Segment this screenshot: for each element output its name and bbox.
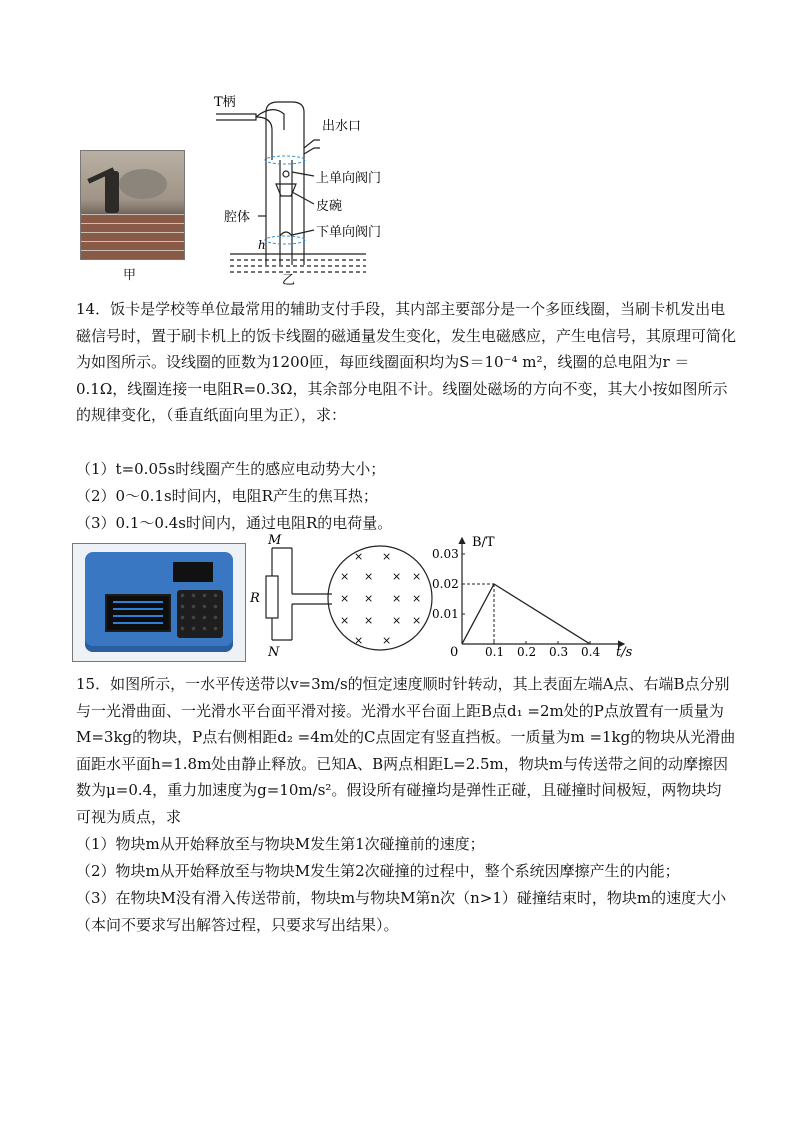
leather-cup <box>276 184 296 196</box>
field-cross-mark: × <box>340 592 350 605</box>
field-cross-mark: × <box>382 634 392 647</box>
field-cross-mark: × <box>340 570 350 583</box>
field-cross-mark: × <box>392 614 402 627</box>
hand-pump-photo <box>80 150 185 260</box>
field-cross-mark: × <box>392 570 402 583</box>
field-cross-mark: × <box>340 614 350 627</box>
rock-shape <box>119 169 167 199</box>
top-display-shape <box>173 562 213 582</box>
x-tick-label: 0.1 <box>485 645 505 659</box>
label-handle: T柄 <box>214 95 236 110</box>
q14-sub-1: （1）t=0.05s时线圈产生的感应电动势大小； <box>76 460 386 478</box>
q14-sub-3: （3）0.1～0.4s时间内，通过电阻R的电荷量。 <box>76 514 393 532</box>
label-lower-valve: 下单向阀门 <box>316 225 382 240</box>
card-reader-shape <box>85 552 233 652</box>
field-cross-mark: × <box>412 592 422 605</box>
field-cross-mark: × <box>392 592 402 605</box>
caption-jia: 甲 <box>123 268 137 283</box>
y-axis-label: B/T <box>472 535 495 550</box>
q14-stem: 14．饭卡是学校等单位最常用的辅助支付手段，其内部主要部分是一个多匝线圈，当刷卡机发出电磁信号时，置于刷卡机上的饭卡线圈的磁通量发生变化，发生电磁感应，产生电信号，其原理可简化为如图所示。设线圈的匝数为1200匝，每匝线圈面积均为S＝10⁻⁴ m²，线圈的总电阻为r ＝0.1Ω，线圈连接一电阻R=0.3Ω，其余部分电阻不计。线圈处磁场的方向不变，其大小按如图所示的规律变化，（垂直纸面向里为正），求： <box>76 300 737 424</box>
label-r: R <box>250 591 260 606</box>
pump-body-shape <box>105 171 119 213</box>
label-h: h <box>258 238 266 252</box>
label-cavity: 腔体 <box>224 210 251 225</box>
label-m: M <box>268 534 282 548</box>
coil-circuit-diagram <box>246 534 446 664</box>
q15-sub-1: （1）物块m从开始释放至与物块M发生第1次碰撞前的速度； <box>76 835 485 853</box>
q15-sub-3: （3）在物块M没有滑入传送带前，物块m与物块M第n次（n>1）碰撞结束时，物块m的速度大小（本问不要求写出解答过程，只要求写出结果）。 <box>76 889 727 934</box>
x-tick-label: 0.2 <box>517 645 537 659</box>
reader-screen-shape <box>105 594 171 632</box>
field-cross-mark: × <box>354 634 364 647</box>
field-cross-mark: × <box>364 592 374 605</box>
x-tick-label: 0.3 <box>549 645 569 659</box>
pump-diagram <box>196 90 406 286</box>
caption-yi: 乙 <box>282 273 296 286</box>
y-tick-label: 0.02 <box>432 577 459 591</box>
y-tick-label: 0.01 <box>432 607 459 621</box>
x-tick-label: 0.4 <box>581 645 601 659</box>
b-t-series-line <box>462 584 590 644</box>
field-cross-mark: × <box>412 570 422 583</box>
field-cross-mark: × <box>382 550 392 563</box>
b-t-chart <box>432 532 632 662</box>
field-cross-mark: × <box>364 614 374 627</box>
field-cross-mark: × <box>412 614 422 627</box>
field-cross-mark: × <box>354 550 364 563</box>
label-upper-valve: 上单向阀门 <box>316 171 382 186</box>
label-n: N <box>268 645 280 660</box>
resistor-r <box>266 576 278 618</box>
q15-stem: 15．如图所示，一水平传送带以v=3m/s的恒定速度顺时针转动，其上表面左端A点、右端B点分别与一光滑曲面、一光滑水平台面平滑对接。光滑水平台面上距B点d₁ =2m处的P点放置有一质量为M=3kg的物块，P点右侧相距d₂ =4m处的C点固定有竖直挡板。一质量为m =1kg的物块从光滑曲面距水平面h=1.8m处由静止释放。已知A、B两点相距L=2.5m，物块m与传送带之间的动摩擦因数为μ=0.4，重力加速度为g=10m/s²。假设所有碰撞均是弹性正碰，且碰撞时间极短，两物块均可视为质点，求 <box>76 675 736 826</box>
magnetic-field-crosses <box>340 550 421 647</box>
keypad-shape <box>177 590 223 638</box>
y-tick-label: 0.03 <box>432 547 459 561</box>
card-reader-photo <box>72 543 246 662</box>
q14-sub-2: （2）0～0.1s时间内，电阻R产生的焦耳热； <box>76 487 378 505</box>
t-handle <box>216 114 256 120</box>
q15-sub-2: （2）物块m从开始释放至与物块M发生第2次碰撞的过程中，整个系统因摩擦产生的内能； <box>76 862 680 880</box>
x-axis-label: t/s <box>616 645 632 660</box>
label-cup: 皮碗 <box>316 199 343 214</box>
outlet-pipe <box>304 140 320 154</box>
brick-wall-shape <box>81 213 184 259</box>
origin-label: 0 <box>450 645 459 660</box>
label-outlet: 出水口 <box>322 119 362 134</box>
field-cross-mark: × <box>364 570 374 583</box>
